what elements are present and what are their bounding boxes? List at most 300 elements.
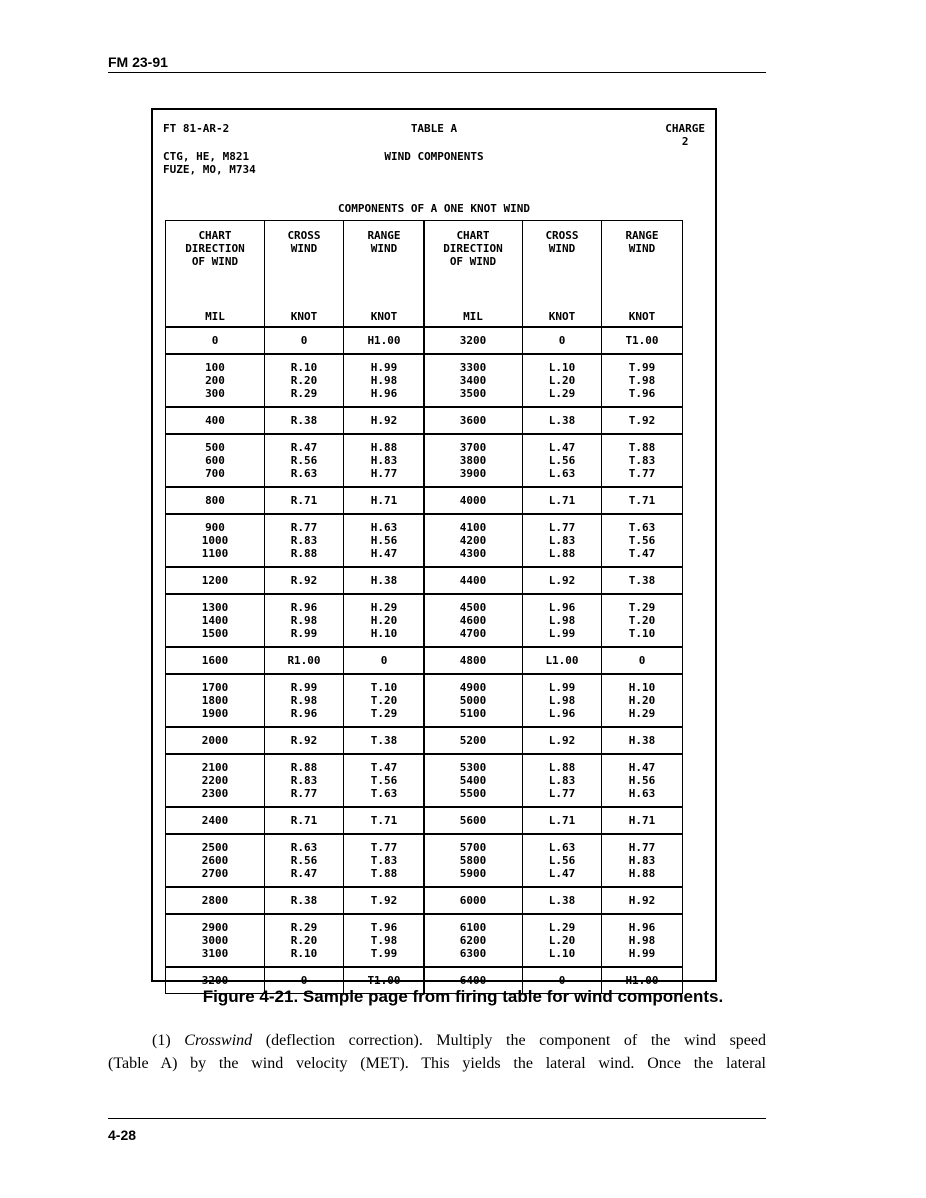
cell-line: L.83 [548, 534, 576, 547]
cross-wind-cell [523, 674, 602, 727]
cell-line: CROSS [287, 229, 321, 242]
cell-line: H.38 [370, 574, 398, 587]
cell-line: H1.00 [625, 974, 659, 987]
cell-line: H.83 [628, 854, 656, 867]
cross-wind-cell [265, 327, 344, 354]
cell-line: L.88 [548, 547, 576, 560]
cell-line: T.56 [370, 774, 398, 787]
cell-line: 4900 [459, 681, 487, 694]
cell-line: T.56 [628, 534, 656, 547]
cross-wind-cell [265, 834, 344, 887]
cross-wind-cell [265, 354, 344, 407]
cell-line: 2700 [201, 867, 229, 880]
cell-line: R.20 [290, 374, 318, 387]
cell-line: 5000 [459, 694, 487, 707]
cell-line: 4500 [459, 601, 487, 614]
cell-line: H.71 [370, 494, 398, 507]
unit-mil: MIL [166, 309, 265, 327]
cell-line: 3500 [459, 387, 487, 400]
direction-cell [424, 754, 523, 807]
charge-block [665, 122, 705, 148]
range-wind-cell [602, 407, 683, 434]
table-row [424, 807, 683, 834]
cell-line: T.63 [370, 787, 398, 800]
unit-knot: KNOT [344, 309, 425, 327]
cell-line: H.47 [370, 547, 398, 560]
cell-line: 6000 [459, 894, 487, 907]
table-row [424, 834, 683, 887]
cell-line: T.38 [370, 734, 398, 747]
cell-line: T.88 [628, 441, 656, 454]
cell-line: CROSS [545, 229, 579, 242]
cell-line: 5700 [459, 841, 487, 854]
table-row [424, 327, 683, 354]
cell-line: T.99 [628, 361, 656, 374]
cell-line: 1700 [201, 681, 229, 694]
cell-line: R.92 [290, 574, 318, 587]
cell-line: L.96 [548, 601, 576, 614]
cell-line: L.29 [548, 387, 576, 400]
direction-cell [166, 834, 265, 887]
cell-line: T.96 [628, 387, 656, 400]
table-row [166, 914, 425, 967]
cell-line: R.29 [290, 921, 318, 934]
cross-wind-cell [265, 807, 344, 834]
cross-wind-cell [523, 887, 602, 914]
direction-cell [424, 327, 523, 354]
cell-line: 2600 [201, 854, 229, 867]
range-wind-cell [602, 327, 683, 354]
cell-line: L.98 [548, 614, 576, 627]
cell-line: 500 [205, 441, 225, 454]
header-chart-direction [424, 221, 523, 310]
cell-line: L.20 [548, 374, 576, 387]
cross-wind-cell [265, 647, 344, 674]
cell-line: 2900 [201, 921, 229, 934]
cell-line: T.38 [628, 574, 656, 587]
cell-line: L.56 [548, 454, 576, 467]
table-row [166, 807, 425, 834]
cell-line: R.29 [290, 387, 318, 400]
cross-wind-cell [523, 834, 602, 887]
cell-line: WIND [628, 242, 656, 255]
cell-line: OF WIND [191, 255, 239, 268]
cross-wind-cell [523, 487, 602, 514]
range-wind-cell [602, 354, 683, 407]
cell-line: R.98 [290, 694, 318, 707]
range-wind-cell [344, 354, 425, 407]
cell-line: L.71 [548, 814, 576, 827]
cell-line: T.20 [628, 614, 656, 627]
cell-line: H.77 [370, 467, 398, 480]
range-wind-cell [602, 834, 683, 887]
table-header-row [166, 221, 425, 310]
unit-mil: MIL [424, 309, 523, 327]
table-row [166, 647, 425, 674]
table-row [424, 514, 683, 567]
wind-table-left [165, 220, 425, 994]
range-wind-cell [602, 567, 683, 594]
cell-line: 4700 [459, 627, 487, 640]
cell-line: T.98 [370, 934, 398, 947]
cell-line: L.98 [548, 694, 576, 707]
direction-cell [424, 647, 523, 674]
header-cross-wind [265, 221, 344, 310]
cell-line: 800 [205, 494, 225, 507]
cell-line: T.20 [370, 694, 398, 707]
cross-wind-cell [265, 727, 344, 754]
cell-line: R.71 [290, 814, 318, 827]
cell-line: R.92 [290, 734, 318, 747]
cell-line: H.99 [628, 947, 656, 960]
table-row [424, 914, 683, 967]
wind-table-right [423, 220, 683, 994]
cell-line: L.63 [548, 467, 576, 480]
table-row [424, 567, 683, 594]
cell-line: 700 [205, 467, 225, 480]
direction-cell [424, 434, 523, 487]
range-wind-cell [344, 567, 425, 594]
cross-wind-cell [523, 754, 602, 807]
table-row [424, 674, 683, 727]
cell-line: 5500 [459, 787, 487, 800]
table-row [166, 407, 425, 434]
cell-line: R.96 [290, 707, 318, 720]
cross-wind-cell [523, 407, 602, 434]
cell-line: R.83 [290, 534, 318, 547]
table-row [166, 727, 425, 754]
table-row [166, 514, 425, 567]
cell-line: T.98 [628, 374, 656, 387]
cell-line: H.98 [370, 374, 398, 387]
cell-line: L.77 [548, 787, 576, 800]
cell-line: 3800 [459, 454, 487, 467]
paragraph-lead: (1) [152, 1032, 185, 1049]
cell-line: H.88 [370, 441, 398, 454]
range-wind-cell [602, 514, 683, 567]
range-wind-cell [344, 434, 425, 487]
cell-line: H.47 [628, 761, 656, 774]
direction-cell [166, 887, 265, 914]
cell-line: DIRECTION [443, 242, 503, 255]
cell-line: 5900 [459, 867, 487, 880]
direction-cell [166, 647, 265, 674]
cell-line: T.77 [370, 841, 398, 854]
cell-line: H.63 [628, 787, 656, 800]
range-wind-cell [602, 594, 683, 647]
table-row [166, 834, 425, 887]
cell-line: 1400 [201, 614, 229, 627]
cell-line: L.99 [548, 681, 576, 694]
cell-line: H.92 [628, 894, 656, 907]
direction-cell [424, 354, 523, 407]
cell-line: 4800 [459, 654, 487, 667]
cell-line: 2100 [201, 761, 229, 774]
cross-wind-cell [523, 807, 602, 834]
range-wind-cell [602, 807, 683, 834]
cell-line: H.29 [370, 601, 398, 614]
cross-wind-cell [523, 327, 602, 354]
table-units-row [424, 309, 683, 327]
direction-cell [424, 914, 523, 967]
cell-line: 5200 [459, 734, 487, 747]
range-wind-cell [602, 727, 683, 754]
direction-cell [424, 834, 523, 887]
cell-line: T.63 [628, 521, 656, 534]
range-wind-cell [344, 594, 425, 647]
cell-line: T.96 [370, 921, 398, 934]
cell-line: L.47 [548, 867, 576, 880]
cell-line: T.92 [628, 414, 656, 427]
cell-line: 0 [558, 334, 566, 347]
cell-line: T.29 [370, 707, 398, 720]
cross-wind-cell [265, 487, 344, 514]
cell-line: 2300 [201, 787, 229, 800]
header-cross-wind [523, 221, 602, 310]
cell-line: L.10 [548, 361, 576, 374]
cross-wind-cell [523, 914, 602, 967]
range-wind-cell [344, 914, 425, 967]
range-wind-cell [344, 487, 425, 514]
range-wind-cell [344, 407, 425, 434]
cross-wind-cell [523, 594, 602, 647]
cell-line: R.56 [290, 454, 318, 467]
footer-rule [108, 1118, 766, 1119]
cell-line: 6200 [459, 934, 487, 947]
cell-line: 3900 [459, 467, 487, 480]
paragraph-line2: (Table A) by the wind velocity (MET). This yields the lateral wind. Once the lateral [108, 1055, 766, 1072]
range-wind-cell [344, 674, 425, 727]
cell-line: H.56 [370, 534, 398, 547]
cell-line: 2500 [201, 841, 229, 854]
table-row [166, 754, 425, 807]
manual-id: FM 23-91 [108, 54, 168, 70]
cell-line: L.77 [548, 521, 576, 534]
cross-wind-cell [523, 567, 602, 594]
cell-line: L.99 [548, 627, 576, 640]
cell-line: 4300 [459, 547, 487, 560]
cell-line: 900 [205, 521, 225, 534]
cell-line: H.29 [628, 707, 656, 720]
cross-wind-cell [523, 354, 602, 407]
table-row [424, 647, 683, 674]
table-row [424, 434, 683, 487]
cell-line: R.10 [290, 361, 318, 374]
cell-line: R.63 [290, 467, 318, 480]
cell-line: 100 [205, 361, 225, 374]
cell-line: WIND [370, 242, 398, 255]
range-wind-cell [344, 327, 425, 354]
cell-line: L.83 [548, 774, 576, 787]
cross-wind-cell [523, 727, 602, 754]
cell-line: T.10 [370, 681, 398, 694]
direction-cell [166, 674, 265, 727]
cell-line: 3200 [459, 334, 487, 347]
cell-line: L.10 [548, 947, 576, 960]
cell-line: 200 [205, 374, 225, 387]
cell-line: T.83 [370, 854, 398, 867]
cell-line: RANGE [625, 229, 659, 242]
cell-line: OF WIND [449, 255, 497, 268]
cell-line: L.29 [548, 921, 576, 934]
table-row [166, 354, 425, 407]
cell-line: 5600 [459, 814, 487, 827]
cell-line: R1.00 [287, 654, 321, 667]
table-row [166, 327, 425, 354]
cell-line: L.38 [548, 414, 576, 427]
cell-line: 1500 [201, 627, 229, 640]
direction-cell [166, 807, 265, 834]
direction-cell [424, 487, 523, 514]
direction-cell [424, 514, 523, 567]
cell-line: 600 [205, 454, 225, 467]
cell-line: 3400 [459, 374, 487, 387]
header-chart-direction [166, 221, 265, 310]
cell-line: 4600 [459, 614, 487, 627]
range-wind-cell [602, 487, 683, 514]
cell-line: H.71 [628, 814, 656, 827]
cell-line: 0 [380, 654, 388, 667]
range-wind-cell [602, 647, 683, 674]
cell-line: 4200 [459, 534, 487, 547]
cell-line: T.77 [628, 467, 656, 480]
cell-line: 5300 [459, 761, 487, 774]
cross-wind-cell [265, 754, 344, 807]
cross-wind-cell [265, 434, 344, 487]
direction-cell [166, 567, 265, 594]
unit-knot: KNOT [265, 309, 344, 327]
cell-line: R.10 [290, 947, 318, 960]
cell-line: H.38 [628, 734, 656, 747]
range-wind-cell [344, 647, 425, 674]
cell-line: L1.00 [545, 654, 579, 667]
table-header-row [424, 221, 683, 310]
cell-line: 0 [558, 974, 566, 987]
table-row [166, 567, 425, 594]
cell-line: T.47 [628, 547, 656, 560]
cell-line: 4100 [459, 521, 487, 534]
direction-cell [166, 594, 265, 647]
cell-line: H1.00 [367, 334, 401, 347]
cell-line: RANGE [367, 229, 401, 242]
range-wind-cell [602, 914, 683, 967]
cell-line: 0 [300, 334, 308, 347]
unit-knot: KNOT [602, 309, 683, 327]
cell-line: T.71 [370, 814, 398, 827]
cell-line: 6100 [459, 921, 487, 934]
cell-line: CHART [456, 229, 490, 242]
cell-line: H.77 [628, 841, 656, 854]
cell-line: L.96 [548, 707, 576, 720]
cross-wind-cell [265, 887, 344, 914]
cartridge-designation: CTG, HE, M821 [163, 150, 250, 163]
table-title: WIND COMPONENTS [384, 150, 484, 163]
cell-line: L.92 [548, 574, 576, 587]
direction-cell [166, 354, 265, 407]
cross-wind-cell [523, 514, 602, 567]
cell-line: H.96 [370, 387, 398, 400]
cell-line: T.47 [370, 761, 398, 774]
cell-line: R.99 [290, 627, 318, 640]
cell-line: T1.00 [625, 334, 659, 347]
table-row [424, 487, 683, 514]
direction-cell [166, 914, 265, 967]
charge-label: CHARGE [665, 122, 705, 135]
cell-line: R.47 [290, 867, 318, 880]
cross-wind-cell [265, 567, 344, 594]
cell-line: 5800 [459, 854, 487, 867]
direction-cell [424, 594, 523, 647]
cell-line: L.47 [548, 441, 576, 454]
direction-cell [424, 674, 523, 727]
cell-line: 1100 [201, 547, 229, 560]
cross-wind-cell [523, 434, 602, 487]
range-wind-cell [602, 674, 683, 727]
cell-line: 300 [205, 387, 225, 400]
cell-line: T.92 [370, 894, 398, 907]
cell-line: 6300 [459, 947, 487, 960]
fuze-designation: FUZE, MO, M734 [163, 163, 256, 176]
cell-line: R.63 [290, 841, 318, 854]
cross-wind-cell [265, 514, 344, 567]
table-row [424, 594, 683, 647]
page-number: 4-28 [108, 1127, 137, 1143]
direction-cell [166, 754, 265, 807]
cell-line: R.20 [290, 934, 318, 947]
cell-line: 0 [638, 654, 646, 667]
cell-line: 5400 [459, 774, 487, 787]
cell-line: L.56 [548, 854, 576, 867]
direction-cell [166, 407, 265, 434]
range-wind-cell [344, 807, 425, 834]
cell-line: H.88 [628, 867, 656, 880]
cell-line: 2000 [201, 734, 229, 747]
cell-line: 6400 [459, 974, 487, 987]
direction-cell [166, 327, 265, 354]
range-wind-cell [344, 514, 425, 567]
cell-line: 3600 [459, 414, 487, 427]
cross-wind-cell [265, 674, 344, 727]
table-row [166, 487, 425, 514]
figure-caption: Figure 4-21. Sample page from firing table for wind components. [202, 987, 724, 1006]
cell-line: 2400 [201, 814, 229, 827]
range-wind-cell [344, 887, 425, 914]
table-row [166, 674, 425, 727]
cell-line: H.92 [370, 414, 398, 427]
cell-line: 400 [205, 414, 225, 427]
cell-line: 1000 [201, 534, 229, 547]
cell-line: T.88 [370, 867, 398, 880]
cell-line: 3700 [459, 441, 487, 454]
direction-cell [424, 407, 523, 434]
cell-line: T.71 [628, 494, 656, 507]
paragraph-line1: (deflection correction). Multiply the component of the wind speed [252, 1032, 766, 1049]
cell-line: L.63 [548, 841, 576, 854]
cross-wind-cell [523, 647, 602, 674]
cross-wind-cell [265, 914, 344, 967]
direction-cell [166, 514, 265, 567]
cell-line: H.20 [628, 694, 656, 707]
cell-line: 4000 [459, 494, 487, 507]
cell-line: H.96 [628, 921, 656, 934]
range-wind-cell [344, 834, 425, 887]
charge-value: 2 [681, 135, 689, 148]
table-row [424, 407, 683, 434]
cell-line: 1800 [201, 694, 229, 707]
cell-line: 1200 [201, 574, 229, 587]
cell-line: 3100 [201, 947, 229, 960]
cell-line: T.83 [628, 454, 656, 467]
